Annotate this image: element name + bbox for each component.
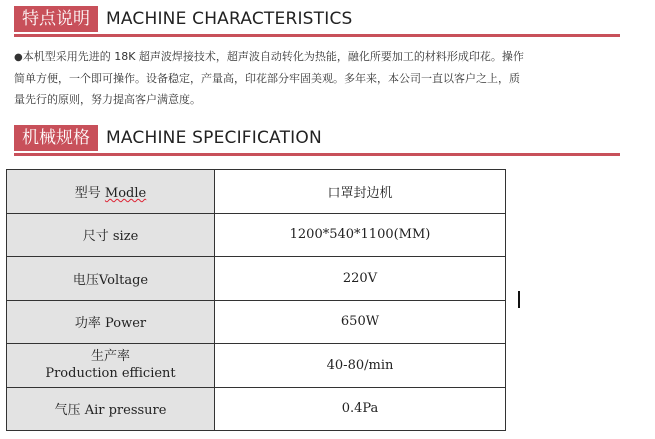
specification-header: [14, 125, 322, 151]
spec-label-en: size: [112, 229, 139, 245]
spec-label-cn: 气压: [54, 403, 81, 419]
table-row: [7, 213, 506, 257]
spec-value-voltage: 220V: [215, 257, 506, 301]
spec-value-efficiency: 40-80/min: [215, 344, 506, 388]
spec-label-en: Voltage: [98, 272, 149, 288]
spec-label-cn: 型号: [74, 185, 101, 201]
spec-label-en: Air pressure: [84, 403, 167, 419]
characteristics-divider: [14, 34, 620, 37]
table-row: [7, 170, 506, 214]
spec-label-size: [7, 213, 215, 257]
spec-label-en: Production efficient: [45, 366, 176, 382]
description-line-3: 量先行的原则，努力提高客户满意度。: [14, 93, 201, 106]
spec-value-air-pressure: 0.4Pa: [215, 387, 506, 431]
spec-label-en: Modle: [104, 185, 147, 201]
table-row: [7, 300, 506, 344]
spec-label-cn: 尺寸: [82, 229, 109, 245]
spec-label-power: [7, 300, 215, 344]
table-row: [7, 257, 506, 301]
spec-label-air-pressure: [7, 387, 215, 431]
text-cursor: [518, 291, 520, 308]
characteristics-description: [14, 46, 584, 110]
spec-label-cn: 生产率: [90, 349, 130, 365]
specification-tag: 机械规格: [14, 125, 98, 151]
table-row: [7, 344, 506, 388]
description-line-2: 简单方便，一个即可操作。设备稳定，产量高，印花部分牢固美观。多年来，本公司一直以客户之上，质: [14, 72, 520, 85]
spec-value-model: 口罩封边机: [215, 170, 506, 214]
characteristics-header: [14, 6, 353, 32]
spec-label-cn: 电压: [72, 272, 99, 288]
spec-label-en: Power: [105, 316, 147, 332]
characteristics-tag: 特点说明: [14, 6, 98, 32]
description-line-1: 本机型采用先进的 18K 超声波焊接技术，超声波自动转化为热能，融化所要加工的材料形成印花。操作: [22, 50, 524, 63]
spec-value-power: 650W: [215, 300, 506, 344]
table-row: [7, 387, 506, 431]
specification-table: [6, 169, 506, 431]
spec-value-size: 1200*540*1100(MM): [215, 213, 506, 257]
spec-label-model: [7, 170, 215, 214]
spec-label-voltage: [7, 257, 215, 301]
spec-label-efficiency: [7, 344, 215, 388]
characteristics-title: MACHINE CHARACTERISTICS: [106, 9, 353, 29]
spec-label-cn: 功率: [74, 316, 101, 332]
specification-divider: [14, 153, 620, 156]
specification-title: MACHINE SPECIFICATION: [106, 128, 322, 148]
bullet-icon: ●: [14, 52, 23, 63]
